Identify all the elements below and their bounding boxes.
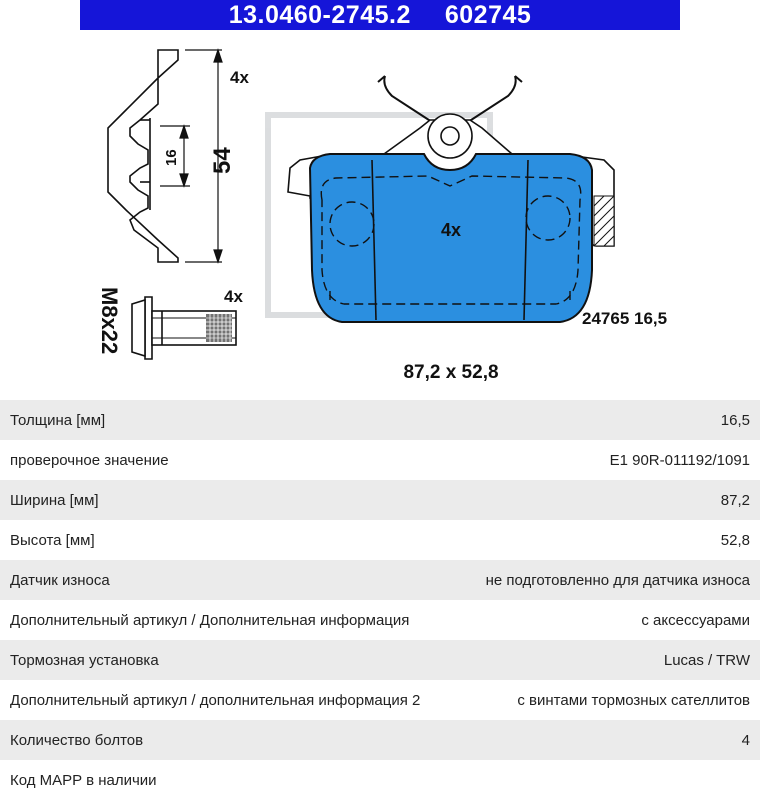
spec-row <box>0 600 760 640</box>
spec-row <box>0 680 760 720</box>
spec-row <box>0 480 760 520</box>
spec-label: проверочное значение <box>10 451 169 469</box>
part-code: 602745 <box>444 1 532 29</box>
spec-row <box>0 560 760 600</box>
spec-row <box>0 440 760 480</box>
spec-row <box>0 640 760 680</box>
part-header <box>80 0 680 30</box>
spec-value: 4 <box>741 731 750 749</box>
spec-row <box>0 400 760 440</box>
clip-count-label: 4x <box>230 68 249 87</box>
spec-label: Датчик износа <box>10 571 110 589</box>
spec-label: Дополнительный артикул / Дополнительная информация <box>10 611 410 629</box>
spec-value: с аксессуарами <box>641 611 750 629</box>
spec-label: Дополнительный артикул / дополнительная информация 2 <box>10 691 421 709</box>
spec-value: не подготовленно для датчика износа <box>485 571 750 589</box>
drawing-svg <box>0 30 760 400</box>
spec-value: 52,8 <box>720 531 750 549</box>
pad-dimensions-label: 87,2 x 52,8 <box>403 362 499 383</box>
spec-value: E1 90R-011192/1091 <box>609 451 750 469</box>
clip-height-label: 54 <box>209 147 236 174</box>
spec-label: Код MAPP в наличии <box>10 771 157 789</box>
pad-count-label: 4x <box>441 220 462 240</box>
spec-row <box>0 720 760 760</box>
spec-label: Тормозная установка <box>10 651 159 669</box>
spec-label: Ширина [мм] <box>10 491 99 509</box>
clip-inner-label: 16 <box>163 149 180 166</box>
bolt-size-label: M8x22 <box>97 287 122 355</box>
wva-label: 24765 16,5 <box>582 309 668 328</box>
technical-drawing <box>0 30 760 400</box>
spec-label: Количество болтов <box>10 731 144 749</box>
spec-row <box>0 760 760 800</box>
spec-label: Толщина [мм] <box>10 411 106 429</box>
spec-value: с винтами тормозных сателлитов <box>517 691 750 709</box>
spec-label: Высота [мм] <box>10 531 95 549</box>
spec-value: 87,2 <box>720 491 750 509</box>
part-number: 13.0460-2745.2 <box>228 1 411 29</box>
spec-value: 16,5 <box>720 411 750 429</box>
spec-row <box>0 520 760 560</box>
bolt-count-label: 4x <box>224 287 243 306</box>
spec-table <box>0 400 760 800</box>
spec-value: Lucas / TRW <box>663 651 750 669</box>
